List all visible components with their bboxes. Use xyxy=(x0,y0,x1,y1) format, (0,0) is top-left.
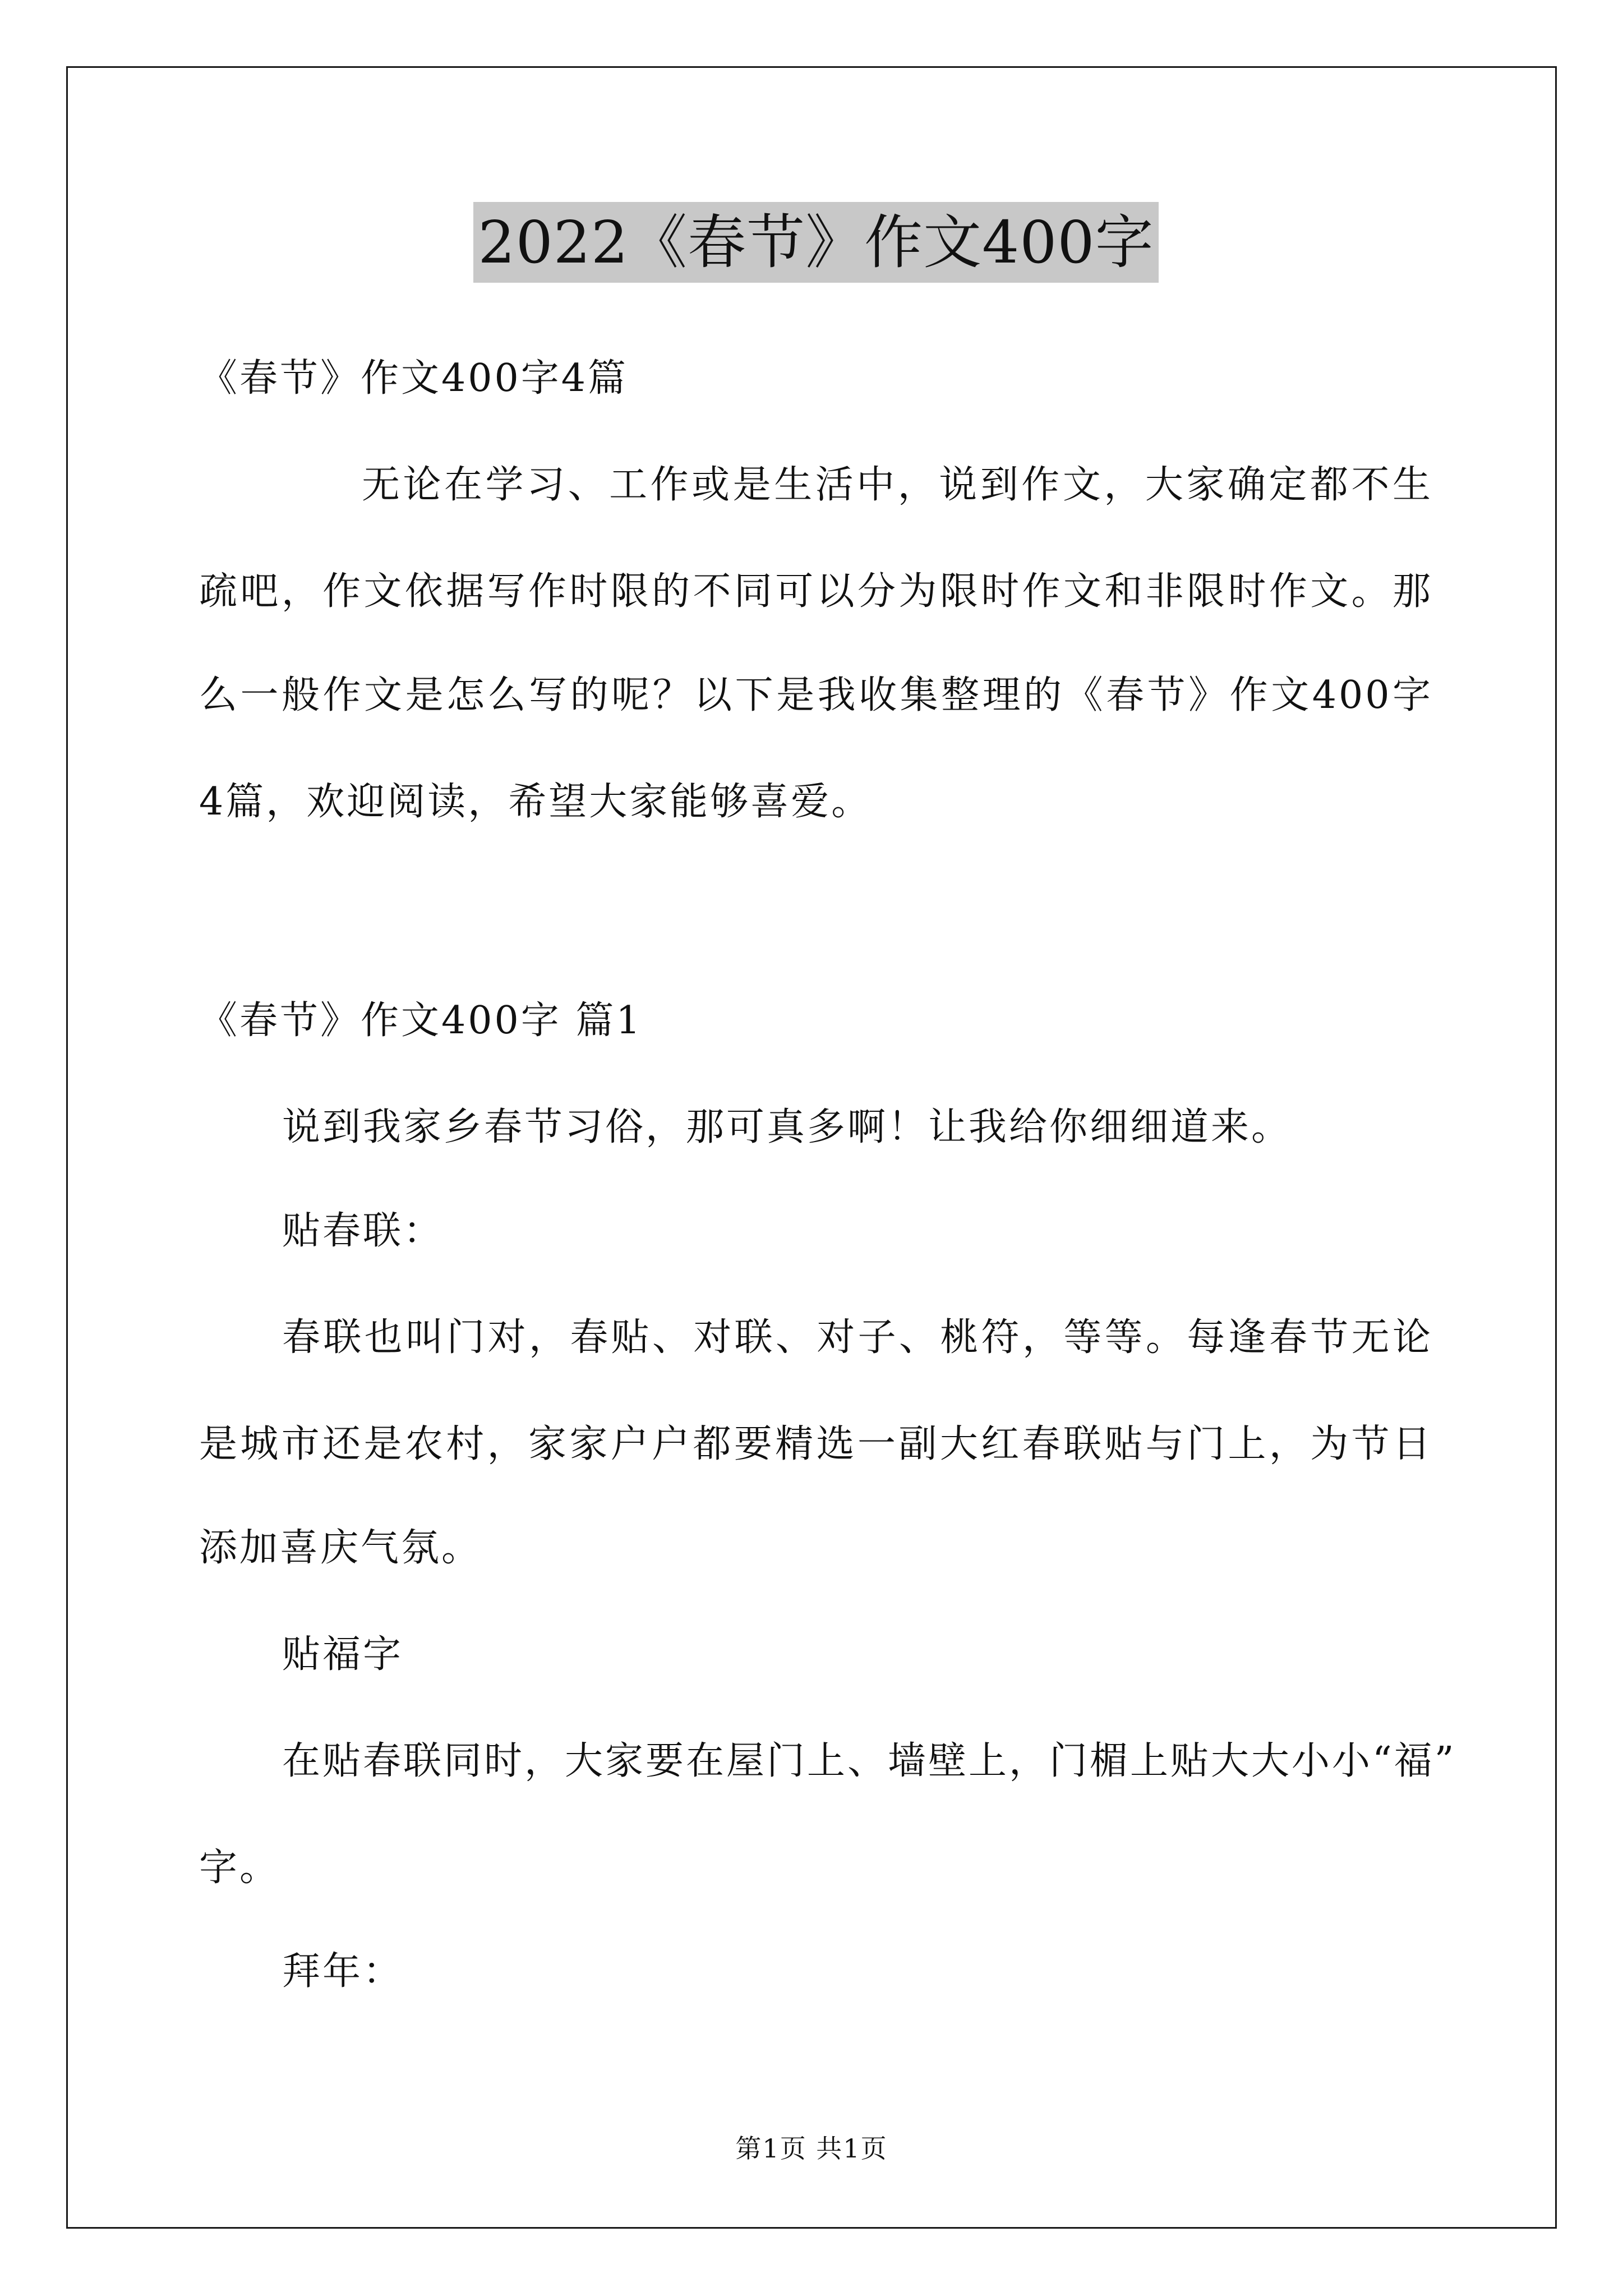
paragraph-2-line-3: 添加喜庆气氛。 xyxy=(199,1526,482,1570)
title-block xyxy=(199,202,1433,283)
page-footer: 第1页 共1页 xyxy=(735,2133,888,2164)
document-subtitle: 《春节》作文400字4篇 xyxy=(199,356,629,401)
paragraph-1: 说到我家乡春节习俗，那可真多啊！让我给你细细道来。 xyxy=(282,1105,1292,1149)
intro-line-4: 4篇，欢迎阅读，希望大家能够喜爱。 xyxy=(199,780,872,824)
heading-new-year-greeting: 拜年： xyxy=(282,1949,404,1994)
intro-line-2: 疏吧，作文依据写作时限的不同可以分为限时作文和非限时作文。那 xyxy=(199,569,1433,614)
paragraph-3-line-1: 在贴春联同时，大家要在屋门上、墙壁上，门楣上贴大大小小“福” xyxy=(282,1739,1456,1783)
heading-spring-couplets: 贴春联： xyxy=(282,1209,444,1253)
intro-line-3: 么一般作文是怎么写的呢？以下是我收集整理的《春节》作文400字 xyxy=(199,673,1433,717)
paragraph-2-line-2: 是城市还是农村，家家户户都要精选一副大红春联贴与门上，为节日 xyxy=(199,1422,1433,1466)
document-title: 2022《春节》作文400字 xyxy=(473,202,1158,283)
heading-fu-character: 贴福字 xyxy=(282,1632,404,1677)
paragraph-2-line-1: 春联也叫门对，春贴、对联、对子、桃符，等等。每逢春节无论 xyxy=(282,1315,1433,1360)
paragraph-3-line-2: 字。 xyxy=(199,1846,280,1890)
intro-line-1: 无论在学习、工作或是生活中，说到作文，大家确定都不生 xyxy=(362,463,1433,507)
section-heading: 《春节》作文400字 篇1 xyxy=(199,999,643,1043)
